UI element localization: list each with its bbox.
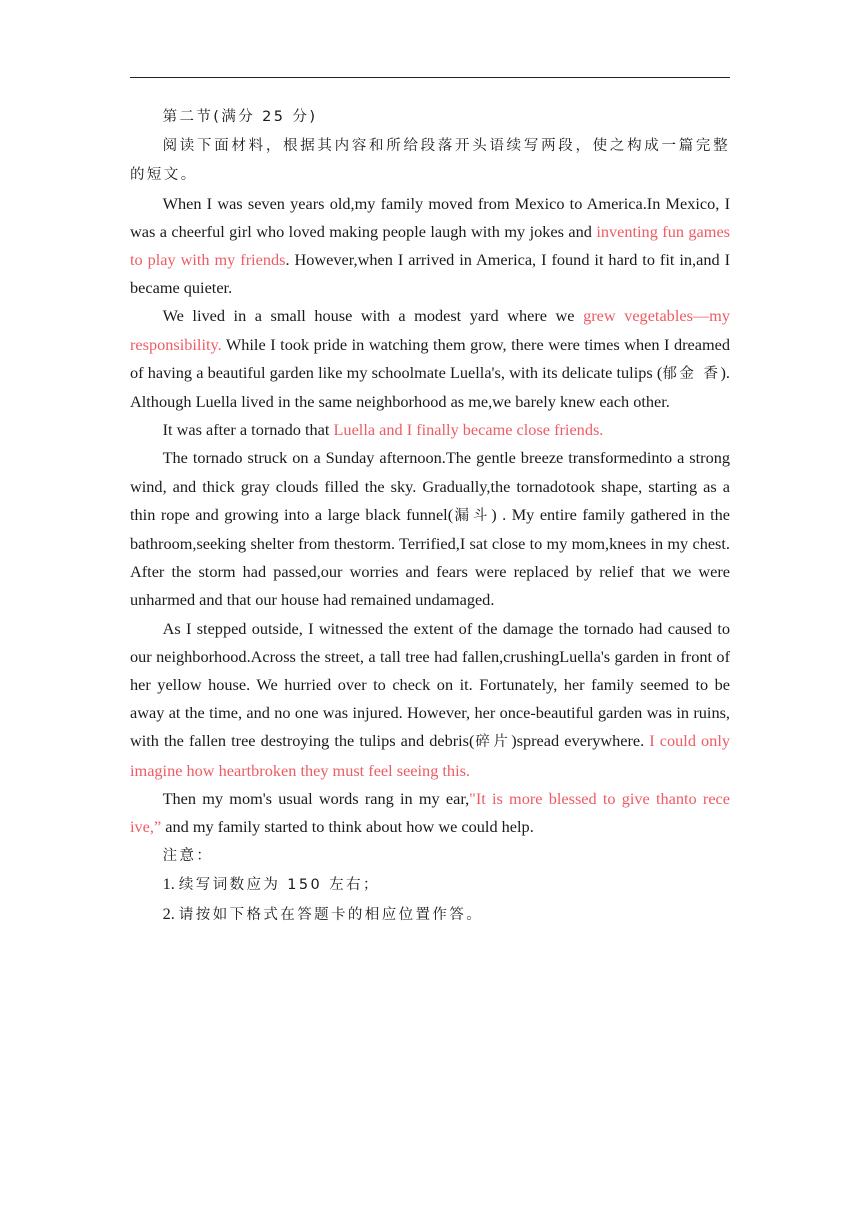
paragraph-2 xyxy=(130,302,730,416)
note-item-1-text: 续写词数应为 150 左右； xyxy=(178,877,380,894)
section-title xyxy=(130,102,730,131)
notes-label xyxy=(130,841,730,870)
paragraph-2-text-a: We lived in a small house with a modest yard where we xyxy=(162,306,584,326)
document-body xyxy=(130,102,730,929)
paragraph-4-text-a: The tornado struck on a Sunday afternoon.The gentle breeze transformedinto a strong wind, and thick gray clouds filled the sky. Gradually,the tornadotook shape, starting as a thin rope and growing into a large black funnel( xyxy=(130,448,730,524)
paragraph-4-chinese-gloss: 漏斗 xyxy=(453,507,492,524)
instruction xyxy=(130,131,730,189)
note-item-2-text: 请按如下格式在答题卡的相应位置作答。 xyxy=(178,906,484,923)
note-item-2-number: 2. xyxy=(162,903,175,923)
paragraph-3-text-a: It was after a tornado that xyxy=(162,420,334,440)
paragraph-2-text-b: While I took pride in watching them grow, there were times when I dreamed of having a beautiful garden like my schoolmate Luella's, with its delicate tulips ( xyxy=(130,334,730,382)
paragraph-6 xyxy=(130,785,730,841)
section-title-text: 第二节(满分 25 分) xyxy=(162,109,318,125)
note-item-1 xyxy=(130,870,730,899)
paragraph-5-chinese-gloss: 碎片 xyxy=(474,734,512,751)
paragraph-6-highlight: "It is more blessed to give thanto rece ive,” xyxy=(130,788,730,837)
paragraph-5-text-b: )spread everywhere. xyxy=(511,731,650,751)
note-item-2 xyxy=(130,900,730,929)
paragraph-2-chinese-gloss: 郁金 香 xyxy=(662,365,721,382)
paragraph-1-highlight: inventing fun games to play with my friends xyxy=(130,221,731,270)
paragraph-4-text-b: ) . My entire family gathered in the bathroom,seeking shelter from thestorm. Terrified,I sat close to my mom,knees in my chest. After the storm had passed,our worries and fears were replaced by relief that we were unharmed and that our house had remained undamaged. xyxy=(130,504,730,610)
paragraph-5-text-a: As I stepped outside, I witnessed the extent of the damage the tornado had caused to our neighborhood.Across the street, a tall tree had fallen,crushingLuella's garden in front of her yellow house. We hurried over to check on it. Fortunately, her family seemed to be away at the time, and no one was injured. However, her once-beautiful garden was in ruins, with the fallen tree destroying the tulips and debris( xyxy=(130,618,730,751)
instruction-text: 阅读下面材料，根据其内容和所给段落开头语续写两段，使之构成一篇完整的短文。 xyxy=(130,138,730,184)
paragraph-1 xyxy=(130,190,730,303)
paragraph-5 xyxy=(130,615,730,785)
paragraph-6-text-b: and my family started to think about how we could help. xyxy=(161,817,534,837)
paragraph-2-highlight: grew vegetables—my responsibility. xyxy=(130,306,730,354)
paragraph-2-text-c: ). Although Luella lived in the same neighborhood as me,we barely knew each other. xyxy=(130,362,730,412)
paragraph-4 xyxy=(130,444,730,614)
header-rule xyxy=(130,77,730,78)
paragraph-1-text-a: When I was seven years old,my family moved from Mexico to America.In Mexico, I was a cheerful girl who loved making people laugh with my jokes and xyxy=(130,193,730,241)
notes-label-text: 注意： xyxy=(162,848,214,865)
paragraph-5-highlight: I could only imagine how heartbroken they must feel seeing this. xyxy=(130,731,730,780)
note-item-1-number: 1. xyxy=(162,874,175,894)
paragraph-3-highlight: Luella and I finally became close friends. xyxy=(333,420,604,440)
paragraph-6-text-a: Then my mom's usual words rang in my ear, xyxy=(162,788,470,808)
paragraph-1-text-b: . However,when I arrived in America, I found it hard to fit in,and I became quieter. xyxy=(130,250,730,298)
paragraph-3 xyxy=(130,416,730,444)
